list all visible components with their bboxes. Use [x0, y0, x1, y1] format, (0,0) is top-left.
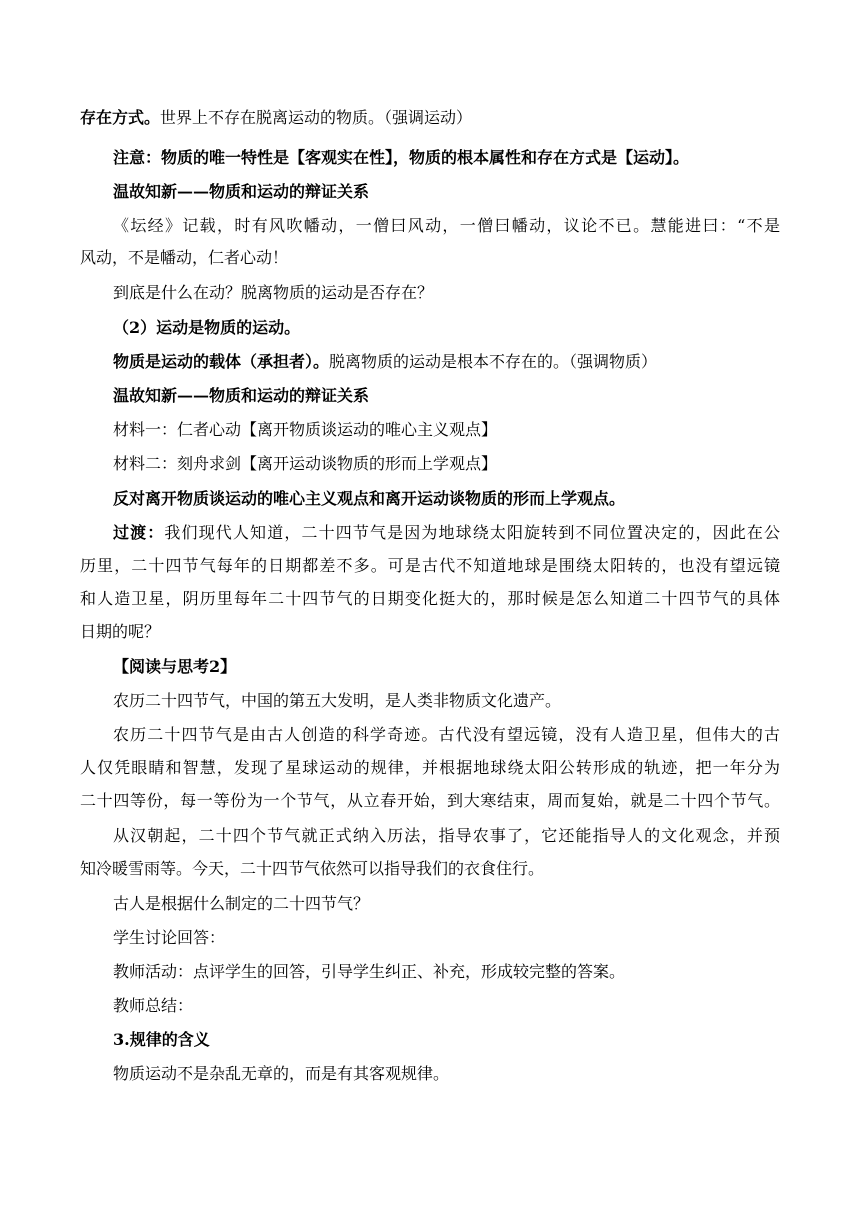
student-discussion: 学生讨论回答：	[113, 928, 226, 947]
conclusion-paragraph: 反对离开物质谈运动的唯心主义观点和离开运动谈物质的形而上学观点。	[113, 489, 626, 508]
transition-label: 过渡：	[113, 523, 165, 542]
section-heading-law: 3.规律的含义	[113, 1030, 210, 1049]
paragraph-matter-carrier	[113, 350, 813, 374]
body-text: 我们现代人知道，二十四节气是因为地球绕太阳旋转到不同位置决定的，因此在公	[164, 523, 780, 542]
question-paragraph: 到底是什么在动？脱离物质的运动是否存在？	[113, 283, 434, 302]
transition-line-1	[113, 521, 780, 545]
han-dynasty-line-1: 从汉朝起，二十四个节气就正式纳入历法，指导农事了，它还能指导人的文化观念，并预	[113, 826, 780, 845]
material-one: 材料一：仁者心动【离开物质谈运动的唯心主义观点】	[113, 420, 498, 439]
body-text: 脱离物质的运动是根本不存在的。（强调物质）	[329, 352, 658, 371]
solar-terms-intro: 农历二十四节气，中国的第五大发明，是人类非物质文化遗产。	[113, 691, 562, 710]
transition-line-3: 和人造卫星，阴历里每年二十四节气的日期变化挺大的，那时候是怎么知道二十四节气的具体	[80, 589, 780, 608]
solar-terms-line-2: 人仅凭眼睛和智慧，发现了星球运动的规律，并根据地球绕太阳公转形成的轨迹，把一年分为	[80, 758, 780, 777]
section-heading-review-2: 温故知新——物质和运动的辩证关系	[113, 386, 370, 405]
material-two: 材料二：刻舟求剑【离开运动谈物质的形而上学观点】	[113, 454, 498, 473]
note-paragraph: 注意：物质的唯一特性是【客观实在性】，物质的根本属性和存在方式是【运动】。	[113, 148, 690, 167]
solar-terms-line-1: 农历二十四节气是由古人创造的科学奇迹。古代没有望远镜，没有人造卫星，但伟大的古	[113, 725, 780, 744]
section-heading-review-1: 温故知新——物质和运动的辩证关系	[113, 182, 370, 201]
transition-line-2: 历里，二十四节气每年的日期都差不多。可是古代不知道地球是围绕太阳转的，也没有望远镜	[80, 556, 780, 575]
solar-terms-line-3: 二十四等份，每一等份为一个节气，从立春开始，到大寒结束，周而复始，就是二十四个节气。	[80, 791, 780, 810]
han-dynasty-line-2: 知冷暖雪雨等。今天，二十四节气依然可以指导我们的衣食住行。	[80, 859, 545, 878]
reading-thinking-heading: 【阅读与思考2】	[113, 657, 237, 676]
subheading-motion-of-matter: （2）运动是物质的运动。	[113, 318, 301, 337]
bold-phrase: 存在方式。	[80, 108, 161, 127]
body-text: 世界上不存在脱离运动的物质。（强调运动）	[160, 108, 473, 127]
teacher-activity: 教师活动：点评学生的回答，引导学生纠正、补充，形成较完整的答案。	[113, 962, 626, 981]
tanjing-quote-line-2: 风动，不是幡动，仁者心动！	[80, 248, 289, 267]
question-ancients: 古人是根据什么制定的二十四节气？	[113, 894, 370, 913]
bold-phrase: 物质是运动的载体（承担者）。	[113, 352, 330, 371]
transition-line-4: 日期的呢？	[80, 622, 161, 641]
tanjing-quote-line-1: 《坛经》记载，时有风吹幡动，一僧曰风动，一僧曰幡动，议论不已。慧能进曰：“不是	[113, 216, 780, 235]
law-definition: 物质运动不是杂乱无章的，而是有其客观规律。	[113, 1064, 450, 1083]
paragraph-existence-mode	[80, 106, 800, 130]
teacher-summary: 教师总结：	[113, 996, 194, 1015]
